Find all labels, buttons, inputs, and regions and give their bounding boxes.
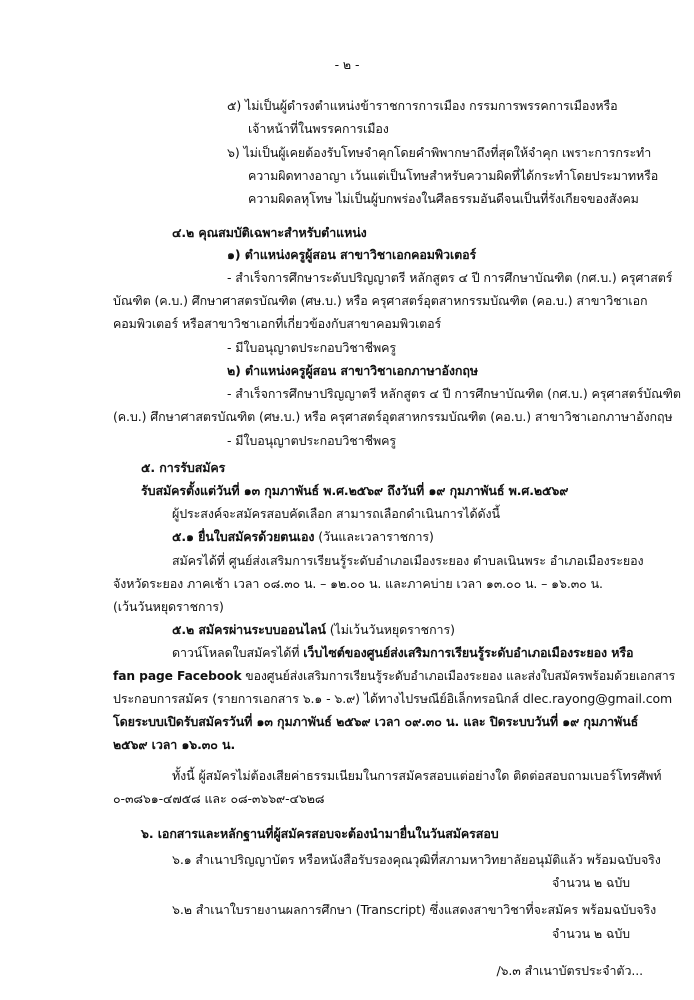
- section-6-1-line-1: ๖.๑ สำเนาปริญญาบัตร หรือหนังสือรับรองคุณวุฒิที่สภามหาวิทยาลัยอนุมัติแล้ว พร้อมฉบับจริง: [172, 852, 661, 867]
- continuation-note: /๖.๓ สำเนาบัตรประจำตัว...: [496, 963, 643, 978]
- documents-text: ประกอบการสมัคร (รายการเอกสาร ๖.๑ - ๖.๙) ได้ทางไปรษณีย์อิเล็กทรอนิกส์: [113, 691, 523, 706]
- page-number: - ๒ -: [334, 57, 360, 72]
- section-5-2-note: (ไม่เว้นวันหยุดราชการ): [325, 622, 455, 637]
- qualification-5-continued: เจ้าหน้าที่ในพรรคการเมือง: [248, 121, 389, 136]
- qualification-6-continued-1: ความผิดทางอาญา เว้นแต่เป็นโทษสำหรับความผิดที่ได้กระทำโดยประมาทหรือ: [248, 168, 659, 183]
- section-5-2-line-3: [113, 690, 672, 708]
- section-6-2-line-1: ๖.๒ สำเนาใบรายงานผลการศึกษา (Transcript) ซึ่งแสดงสาขาวิชาที่จะสมัคร พร้อมฉบับจริง: [172, 902, 657, 917]
- section-5-2-line-4: โดยระบบเปิดรับสมัครวันที่ ๑๓ กุมภาพันธ์ ๒๕๖๙ เวลา ๐๙.๓๐ น. และ ปิดระบบวันที่ ๑๙ กุมภาพันธ์: [113, 714, 639, 729]
- email-address: dlec.rayong@gmail.com: [522, 691, 673, 706]
- section-5-heading: ๕. การรับสมัคร: [141, 460, 226, 475]
- position-2-line-1: - สำเร็จการศึกษาปริญญาตรี หลักสูตร ๔ ปี การศึกษาบัณฑิต (กศ.บ.) ครุศาสตร์บัณฑิต: [227, 386, 681, 401]
- section-6-2-count: จำนวน ๒ ฉบับ: [551, 926, 630, 941]
- download-text: ดาวน์โหลดใบสมัครได้ที่: [172, 645, 304, 660]
- position-1-line-1: - สำเร็จการศึกษาระดับปริญญาตรี หลักสูตร ๔ ปี การศึกษาบัณฑิต (กศ.บ.) ครุศาสตร์: [227, 270, 673, 285]
- application-dates: รับสมัครตั้งแต่วันที่ ๑๓ กุมภาพันธ์ พ.ศ.๒๕๖๙ ถึงวันที่ ๑๙ กุมภาพันธ์ พ.ศ.๒๕๖๙: [141, 483, 569, 498]
- position-1-line-3: คอมพิวเตอร์ หรือสาขาวิชาเอกที่เกี่ยวข้องกับสาขาคอมพิวเตอร์: [113, 316, 442, 331]
- section-5-2: [172, 621, 455, 639]
- section-6-heading: ๖. เอกสารและหลักฐานที่ผู้สมัครสอบจะต้องนำมายื่นในวันสมัครสอบ: [141, 826, 499, 841]
- section-4-2-heading: ๔.๒ คุณสมบัติเฉพาะสำหรับตำแหน่ง: [172, 225, 367, 240]
- qualification-5: ๕) ไม่เป็นผู้ดำรงตำแหน่งข้าราชการการเมือง กรรมการพรรคการเมืองหรือ: [227, 98, 618, 113]
- section-5-2-line-5: ๒๕๖๙ เวลา ๑๖.๓๐ น.: [113, 737, 236, 752]
- fee-line-2: ๐-๓๘๖๑-๔๗๕๘ และ ๐๘-๓๖๖๙-๔๖๒๘: [113, 791, 325, 806]
- section-5-1-line-2: จังหวัดระยอง ภาคเช้า เวลา ๐๘.๓๐ น. – ๑๒.๐๐ น. และภาคบ่าย เวลา ๑๓.๐๐ น. – ๑๖.๓๐ น.: [113, 576, 603, 591]
- facebook-text: ของศูนย์ส่งเสริมการเรียนรู้ระดับอำเภอเมืองระยอง และส่งใบสมัครพร้อมด้วยเอกสาร: [241, 669, 676, 683]
- section-5-2-line-1: [172, 644, 633, 662]
- section-5-1-line-3: (เว้นวันหยุดราชการ): [113, 599, 224, 614]
- position-2-heading: ๒) ตำแหน่งครูผู้สอน สาขาวิชาเอกภาษาอังกฤษ: [227, 363, 479, 378]
- section-6-1-count: จำนวน ๒ ฉบับ: [551, 875, 630, 890]
- position-2-license: - มีใบอนุญาตประกอบวิชาชีพครู: [227, 433, 396, 448]
- website-reference: เว็บไซต์ของศูนย์ส่งเสริมการเรียนรู้ระดับอำเภอเมืองระยอง หรือ: [303, 645, 634, 660]
- position-2-line-2: (ค.บ.) ศึกษาศาสตรบัณฑิต (ศษ.บ.) หรือ ครุศาสตร์อุตสาหกรรมบัณฑิต (คอ.บ.) สาขาวิชาเอกภาษาอังกฤษ: [113, 409, 673, 424]
- section-5-1-note: (วันและเวลาราชการ): [314, 529, 434, 544]
- position-1-line-2: บัณฑิต (ค.บ.) ศึกษาศาสตรบัณฑิต (ศษ.บ.) หรือ ครุศาสตร์อุตสาหกรรมบัณฑิต (คอ.บ.) สาขาวิชาเอก: [113, 293, 648, 308]
- facebook-page-reference: fan page Facebook: [113, 669, 242, 683]
- section-5-1: [172, 528, 434, 546]
- section-5-1-line-1: สมัครได้ที่ ศูนย์ส่งเสริมการเรียนรู้ระดับอำเภอเมืองระยอง ตำบลเนินพระ อำเภอเมืองระยอง: [172, 553, 644, 568]
- fee-line-1: ทั้งนี้ ผู้สมัครไม่ต้องเสียค่าธรรมเนียมในการสมัครสอบแต่อย่างใด ติดต่อสอบถามเบอร์โทรศัพท์: [172, 768, 662, 783]
- section-5-1-heading: ๕.๑ ยื่นใบสมัครด้วยตนเอง: [172, 529, 315, 544]
- position-1-license: - มีใบอนุญาตประกอบวิชาชีพครู: [227, 340, 396, 355]
- qualification-6: ๖) ไม่เป็นผู้เคยต้องรับโทษจำคุกโดยคำพิพากษาถึงที่สุดให้จำคุก เพราะการกระทำ: [227, 145, 652, 160]
- section-5-2-line-2: [113, 667, 675, 685]
- section-5-2-heading: ๕.๒ สมัครผ่านระบบออนไลน์: [172, 622, 326, 637]
- qualification-6-continued-2: ความผิดลหุโทษ ไม่เป็นผู้บกพร่องในศีลธรรมอันดีจนเป็นที่รังเกียจของสังคม: [248, 191, 639, 206]
- application-intro: ผู้ประสงค์จะสมัครสอบคัดเลือก สามารถเลือกดำเนินการได้ดังนี้: [172, 506, 500, 521]
- position-1-heading: ๑) ตำแหน่งครูผู้สอน สาขาวิชาเอกคอมพิวเตอร์: [227, 247, 477, 262]
